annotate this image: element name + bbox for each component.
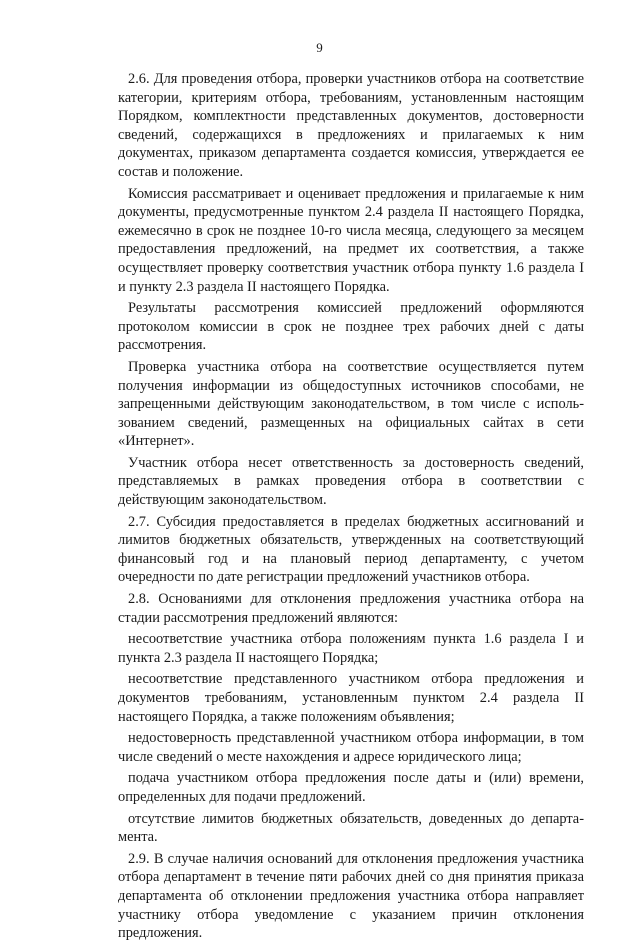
list-item-ground-2: несоответствие представленного участником отбора предложения и документов требованиям, установленным пунктом 2.4 раздела II настоящего Порядка, а также положениям объявления; [118, 671, 584, 725]
list-item-ground-3: недостоверность представленной участником отбора информации, в том числе сведений о месте нахождения и адресе юридического лица; [118, 730, 584, 765]
paragraph-2-6: 2.6. Для проведения отбора, проверки участников отбора на соответствие категории, критериям отбора, требованиям, установленным настоящим Порядком, комплектности представленных документов, достоверности сведений, содержащихся в предложениях и прилагаемых к ним документах, приказом департамента создается комиссия, утверждается ее состав и положение. [118, 71, 584, 180]
paragraph-2-8: 2.8. Основаниями для отклонения предложения участника отбора на стадии рассмотрения предложений являются: [118, 591, 584, 626]
list-item-ground-4: подача участником отбора предложения после даты и (или) времени, определенных для подачи предложений. [118, 770, 584, 805]
page-number: 9 [316, 40, 323, 55]
paragraph-review-results: Результаты рассмотрения комиссией предложений оформляются протоколом комиссии в срок не позднее трех рабочих дней с даты рассмотрения. [118, 300, 584, 354]
list-item-ground-5: отсутствие лимитов бюджетных обязательств, доведенных до департамента. [118, 810, 584, 846]
paragraph-2-9: 2.9. В случае наличия оснований для отклонения предложения участника отбора департамент в течение пяти рабочих дней со дня принятия приказа департамента об отклонении предложения участника отбора направляет участнику отбора уведомление с указанием причин отклонения предложения. [118, 850, 584, 942]
paragraph-participant-responsibility: Участник отбора несет ответственность за достоверность сведений, представляемых в рамках проведения отбора в соответствии с действующим законодательством. [118, 454, 584, 509]
document-body [118, 70, 584, 946]
paragraph-participant-check: Проверка участника отбора на соответствие осуществляется путем получения информации из общедоступных источников способами, не запрещенными действующим законодательством, в том числе с использованием сведений, размещенных на официальных сайтах в сети «Интернет». [118, 358, 584, 450]
paragraph-2-7: 2.7. Субсидия предоставляется в пределах бюджетных ассигнований и лимитов бюджетных обязательств, утвержденных на соответствующий финансовый год и на плановый период департаменту, с учетом очередности по дате регистрации предложений участников отбора. [118, 513, 584, 586]
paragraph-commission-review: Комиссия рассматривает и оценивает предложения и прилагаемые к ним документы, предусмотренные пунктом 2.4 раздела II настоящего Порядка, ежемесячно в срок не позднее 10-го числа месяца, следующего за месяцем предоставления предложений, на предмет их соответствия, а также осуществляет проверку соответствия участник отбора пункту 1.6 раздела I и пункту 2.3 раздела II настоящего Порядка. [118, 185, 584, 295]
list-item-ground-1: несоответствие участника отбора положениям пункта 1.6 раздела I и пункта 2.3 раздела II настоящего Порядка; [118, 631, 584, 666]
